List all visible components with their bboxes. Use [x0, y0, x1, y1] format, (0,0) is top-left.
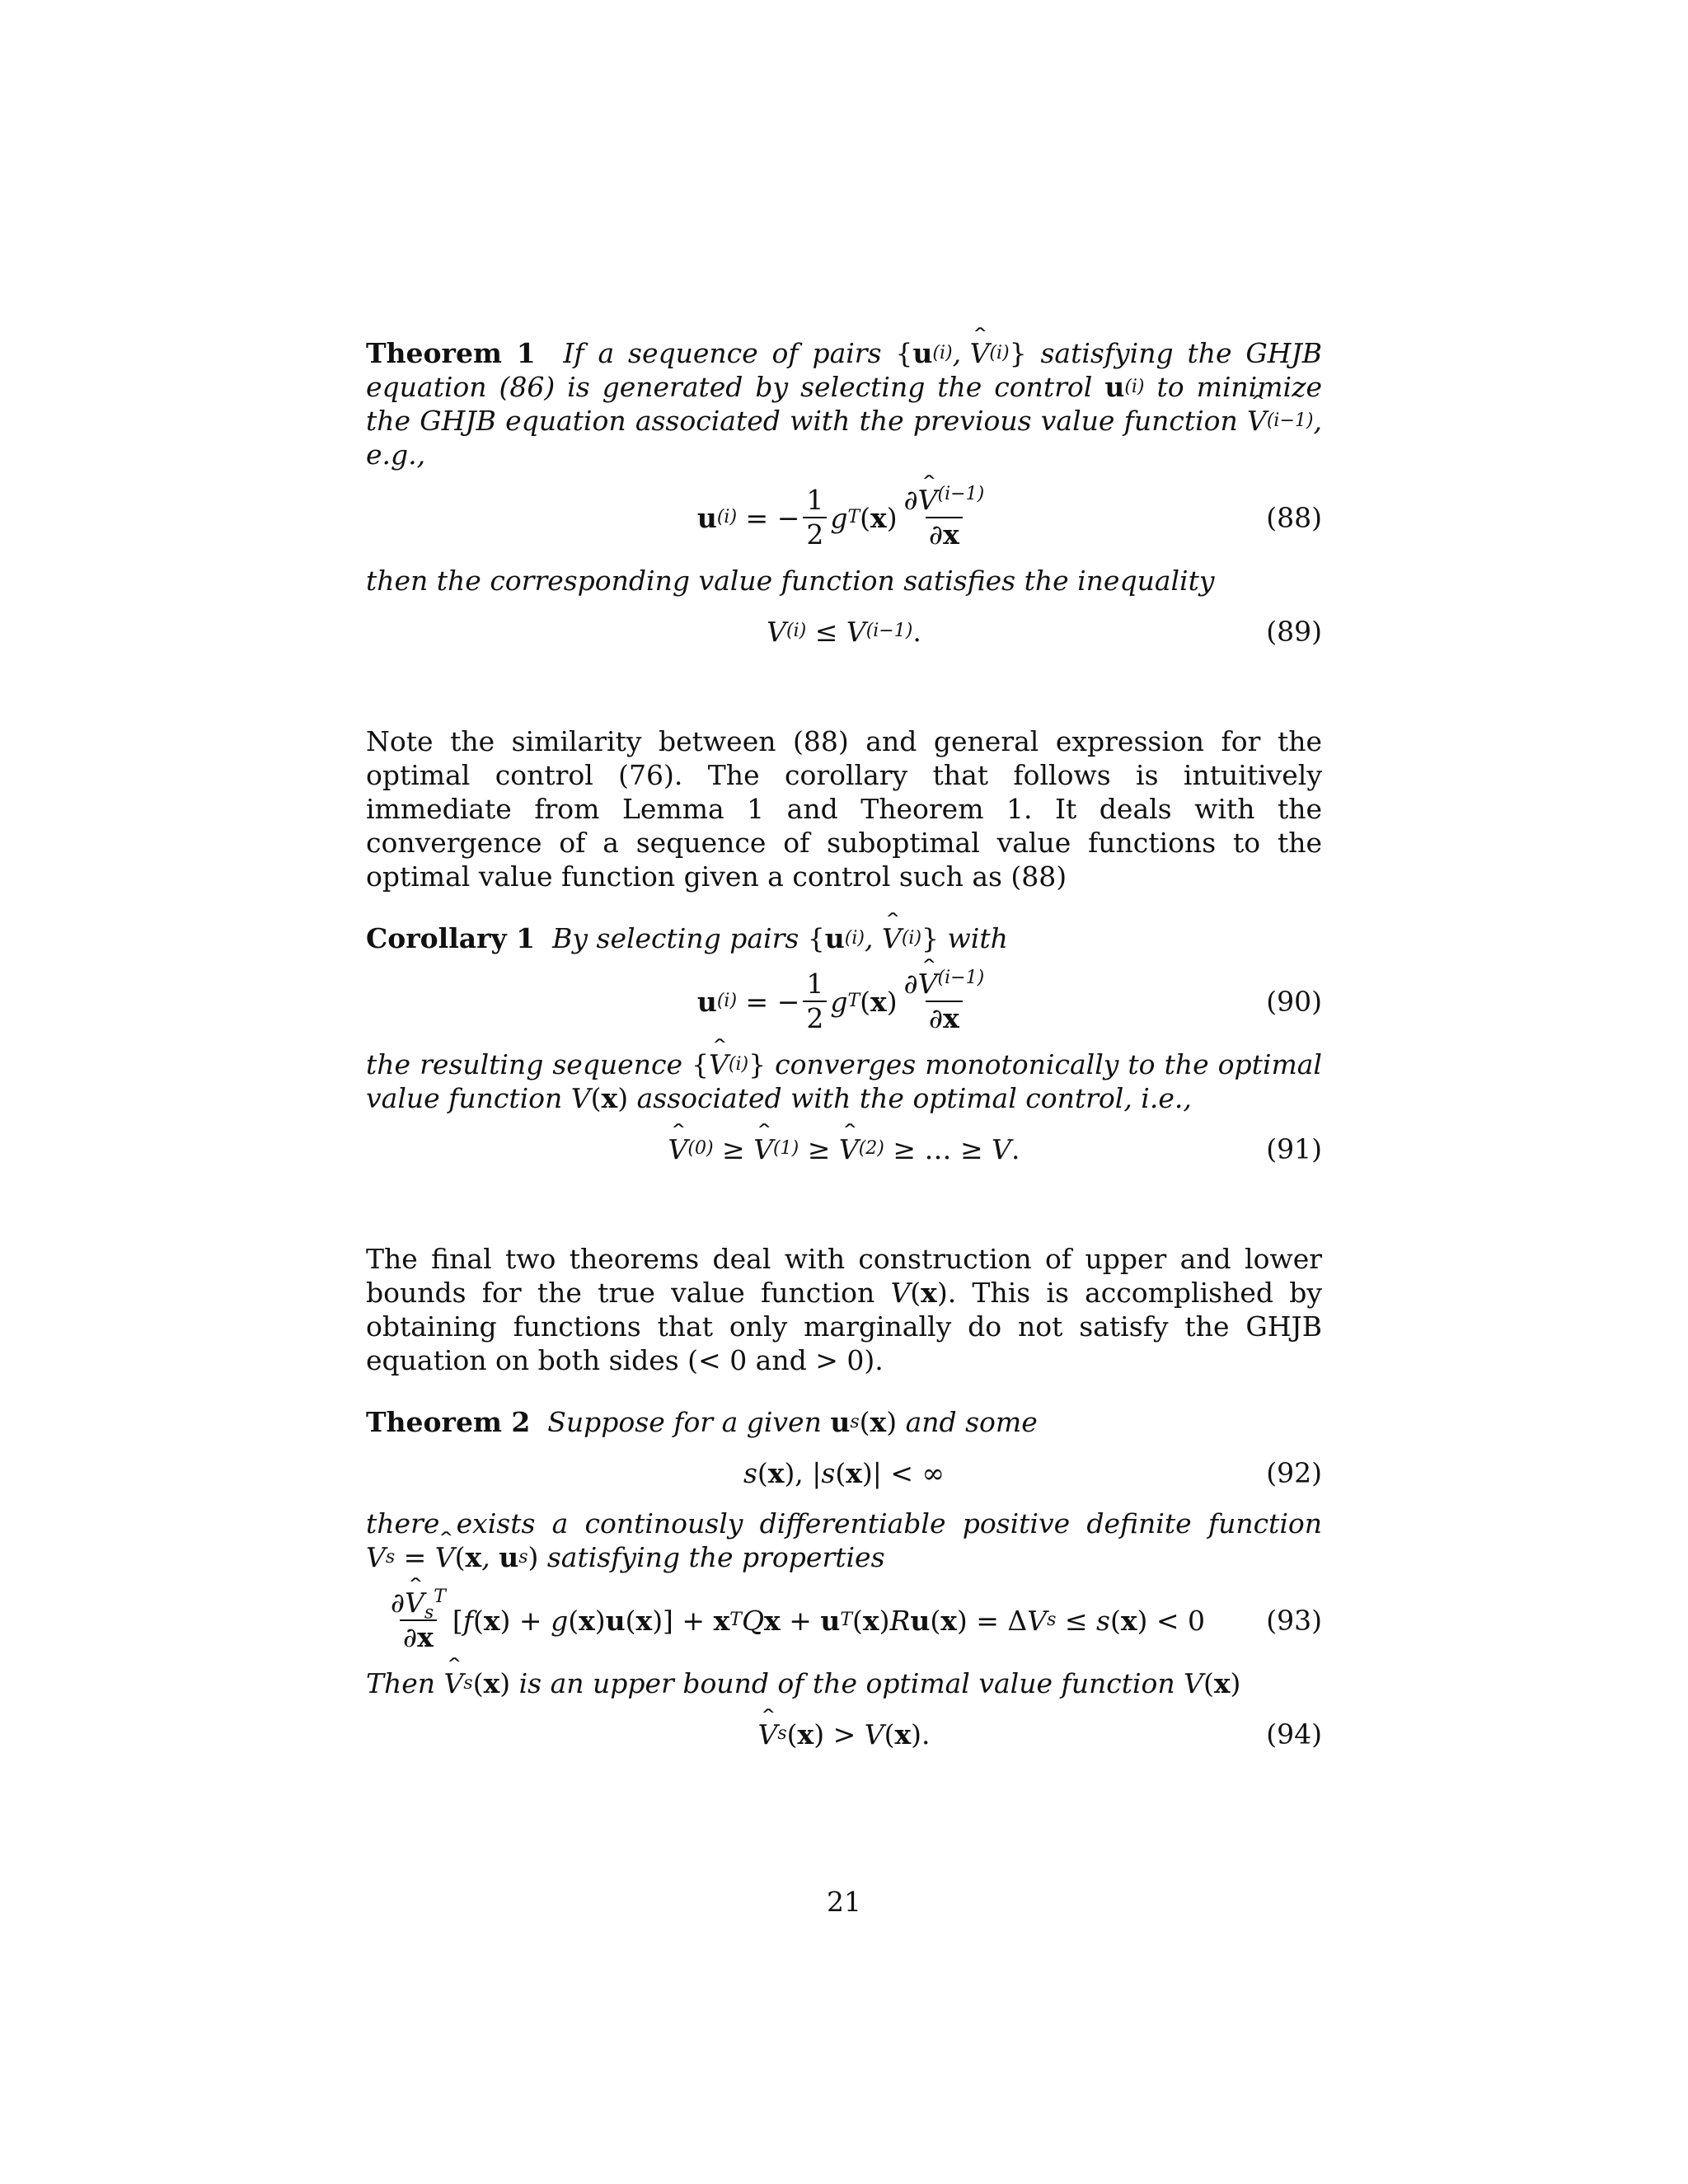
control-math: u (i) — [1104, 371, 1145, 403]
optimal-v-math: V ( x ) — [1184, 1667, 1241, 1699]
pair-math: { u (i) , ˆ V (i) } — [895, 336, 1026, 370]
theorem-2-continuation — [366, 1507, 1322, 1574]
equation-number: (93) — [1266, 1604, 1322, 1637]
vs-hat-math: ˆ V s ( x ) — [444, 1666, 511, 1700]
equation-92 — [366, 1439, 1322, 1507]
theorem-2-text-b: and some — [905, 1406, 1038, 1438]
pair-math: { u (i) , ˆ V (i) } — [808, 921, 939, 955]
corollary-1-text-b: with — [947, 922, 1008, 954]
equation-91-body: ˆ V (0) ≥ ˆ V (1) ≥ ˆ V (2) ≥ … ≥ V . — [668, 1132, 1020, 1166]
equation-92-body: s ( x ), | s ( x )| < ∞ — [743, 1456, 945, 1489]
equation-90-body: u (i) = − $\frac{1}{2}$ g T ( x ) $\frac{\partial ˆ V^{(i-1)}}{\partial x}$ — [697, 968, 991, 1035]
theorem-2-cont-b: satisfying the properties — [546, 1541, 885, 1573]
final-paragraph-a: The final two theorems deal with construction of upper and lower bounds for the true value function — [366, 1243, 1322, 1309]
corollary-1-text-a: By selecting pairs — [552, 922, 799, 954]
equation-88-body: u (i) = − $\frac{1}{2}$ g T ( x ) $\frac{\partial ˆ V^{(i-1)}}{\partial x}$ — [697, 484, 991, 551]
corollary-1-cont-b: converges monotonically to the optimal value function — [366, 1048, 1322, 1114]
theorem-1-label: Theorem 1 — [366, 337, 536, 369]
equation-89-body: V (i) ≤ V (i−1) . — [767, 615, 921, 648]
equation-number: (91) — [1266, 1132, 1322, 1165]
theorem-2-text-a: Suppose for a given — [547, 1406, 822, 1438]
corollary-1-label: Corollary 1 — [366, 922, 536, 954]
equation-89 — [366, 598, 1322, 665]
equation-88 — [366, 471, 1322, 564]
final-paragraph — [366, 1242, 1322, 1377]
theorem-2-cont-a: there exists a continously differentiable positive definite function — [366, 1507, 1322, 1540]
theorem-2-then-a: Then — [366, 1667, 436, 1699]
theorem-2 — [366, 1405, 1322, 1439]
corollary-1-continuation — [366, 1047, 1322, 1115]
theorem-1-text-d: , e.g., — [366, 405, 1322, 471]
equation-number: (88) — [1266, 501, 1322, 534]
equation-93-body: $\frac{\partial ˆ V_s^T}{\partial x}$ [ f ( x ) + g ( x ) u ( x )] + x T Q x + u T ( x ) R u ( x ) = Δ V s ≤ s ( x ) < 0 — [384, 1586, 1205, 1654]
theorem-2-then — [366, 1666, 1322, 1700]
corollary-1-cont-c: associated with the optimal control, i.e., — [636, 1082, 1192, 1114]
fraction-partial: $\frac{\partial ˆ V^{(i-1)}}{\partial x}$ — [901, 484, 988, 551]
equation-90 — [366, 955, 1322, 1047]
sequence-math: { ˆ V (i) } — [692, 1047, 766, 1081]
final-paragraph-b: . This is accomplished by obtaining functions that only marginally do not satisfy the GHJB equation on both sides (< 0 and > 0). — [366, 1277, 1322, 1376]
equation-94-body: ˆ V s ( x ) > V ( x ). — [758, 1718, 931, 1751]
theorem-1-text-b: satisfying the GHJB equation (86) is generated by selecting the control — [366, 337, 1322, 403]
fraction-half: $\frac{1}{2}$ — [803, 968, 827, 1035]
equation-number: (94) — [1266, 1718, 1322, 1750]
note-paragraph: Note the similarity between (88) and general expression for the optimal control (76). The corollary that follows is intuitively immediate from Lemma 1 and Theorem 1. It deals with the convergence of a sequence of suboptimal value functions to the optimal value function given a control such as (88) — [366, 725, 1322, 893]
us-math: u s ( x ) — [830, 1406, 898, 1438]
optimal-v-math: V ( x ) — [570, 1082, 629, 1114]
fraction-half: $\frac{1}{2}$ — [803, 484, 827, 551]
corollary-1-cont-a: the resulting sequence — [366, 1048, 682, 1080]
vs-math: V s = ˆ V ( x , u s ) — [366, 1540, 538, 1574]
equation-93 — [366, 1574, 1322, 1666]
theorem-1-continuation: then the corresponding value function satisfies the inequality — [366, 565, 1215, 597]
equation-91 — [366, 1115, 1322, 1183]
theorem-1 — [366, 336, 1322, 471]
true-v-math: V ( x ) — [890, 1277, 948, 1309]
page-body — [366, 336, 1322, 1768]
equation-number: (89) — [1266, 615, 1322, 648]
equation-number: (90) — [1266, 985, 1322, 1018]
equation-number: (92) — [1266, 1456, 1322, 1489]
equation-94 — [366, 1700, 1322, 1768]
theorem-1-text-a: If a sequence of pairs — [563, 337, 882, 369]
theorem-1-text-c: to minimize the GHJB equation associated with the previous value function — [366, 371, 1322, 437]
fraction-partial: $\frac{\partial ˆ V^{(i-1)}}{\partial x}$ — [901, 968, 988, 1035]
theorem-2-label: Theorem 2 — [366, 1406, 531, 1438]
theorem-2-then-b: is an upper bound of the optimal value function — [518, 1667, 1175, 1699]
corollary-1 — [366, 921, 1322, 955]
vprev-math: ˆ V (i−1) — [1247, 404, 1313, 438]
fraction-partial-vs: $\frac{\partial ˆ V_s^T}{\partial x}$ — [387, 1586, 449, 1654]
page-number: 21 — [827, 1886, 861, 1918]
